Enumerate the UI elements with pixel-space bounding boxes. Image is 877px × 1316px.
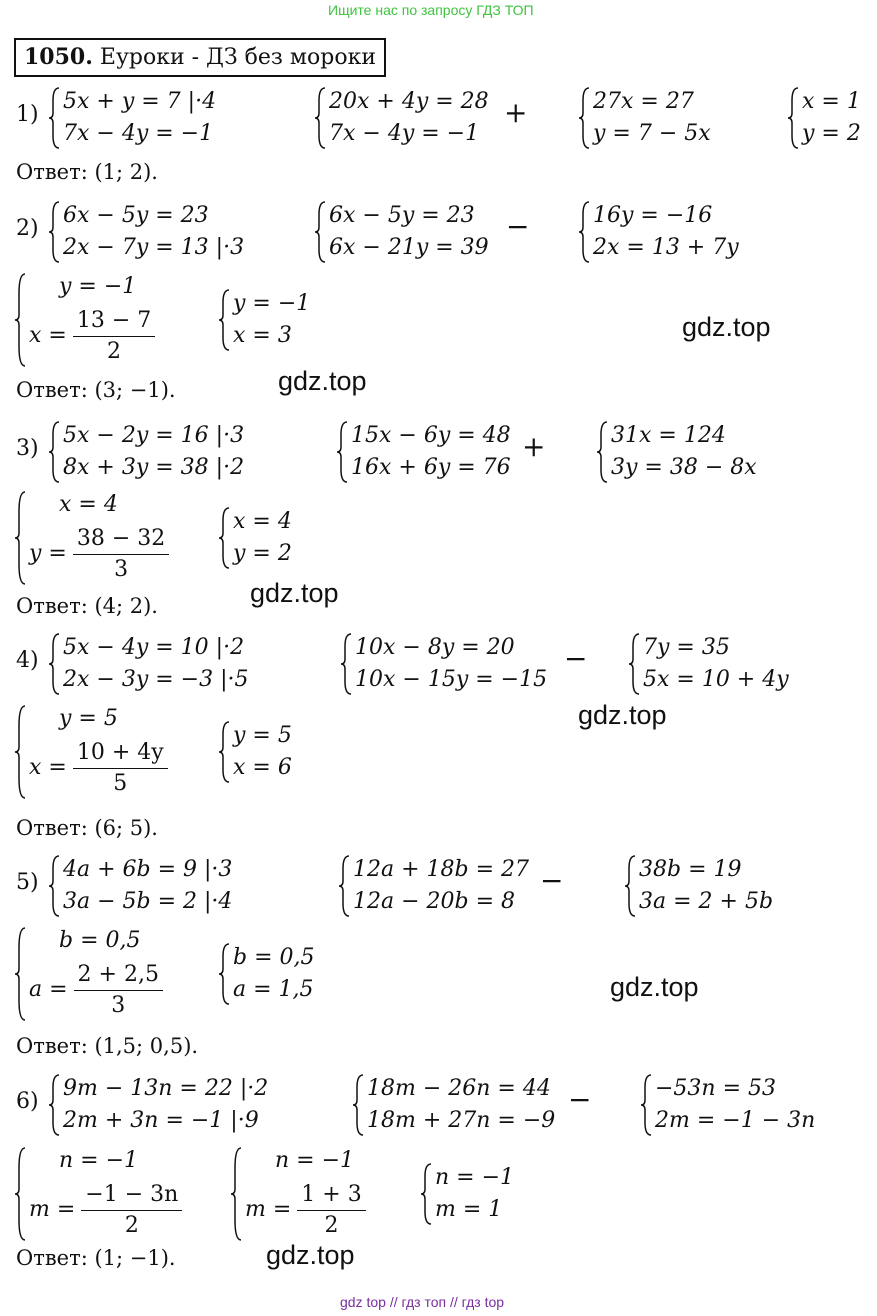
equation-system bbox=[314, 86, 489, 150]
system-brace-icon bbox=[218, 288, 230, 352]
fraction-numerator: 38 − 32 bbox=[73, 524, 169, 555]
problem-label: 5) bbox=[16, 870, 39, 895]
equation-line: 8x + 3y = 38 |·2 bbox=[63, 455, 245, 480]
system-brace-icon bbox=[578, 86, 590, 150]
system-lines bbox=[233, 506, 292, 570]
system-brace-icon bbox=[48, 854, 60, 918]
equation-system bbox=[218, 720, 292, 784]
equation-system bbox=[48, 420, 244, 484]
equation-system bbox=[578, 200, 739, 264]
system-lines bbox=[233, 942, 315, 1006]
task-title-text: Еуроки - ДЗ без мороки bbox=[99, 45, 376, 70]
equation-line: 18m + 27n = −9 bbox=[367, 1108, 556, 1133]
system-brace-icon bbox=[48, 1073, 60, 1137]
equation-line: 7y = 35 bbox=[643, 635, 730, 660]
equation-system bbox=[48, 632, 249, 696]
system-brace-icon bbox=[640, 1073, 652, 1137]
system-lines bbox=[351, 420, 511, 484]
equation-line: 20x + 4y = 28 bbox=[329, 89, 489, 114]
equation-system bbox=[218, 288, 310, 352]
equation-line: 5x − 4y = 10 |·2 bbox=[63, 635, 245, 660]
system-brace-icon bbox=[14, 490, 26, 586]
fraction bbox=[81, 1180, 182, 1241]
equation-system bbox=[787, 86, 861, 150]
system-lines bbox=[29, 272, 155, 368]
fraction-numerator: 10 + 4y bbox=[73, 738, 168, 769]
equation-line: 2x = 13 + 7y bbox=[593, 235, 739, 260]
system-brace-icon bbox=[48, 200, 60, 264]
system-lines bbox=[643, 632, 789, 696]
fraction-variable: y = bbox=[29, 541, 67, 566]
answer-line: Ответ: (3; −1). bbox=[16, 378, 176, 402]
fraction-denominator: 2 bbox=[124, 1212, 139, 1238]
answer-line: Ответ: (1,5; 0,5). bbox=[16, 1034, 199, 1058]
equation-system bbox=[338, 854, 529, 918]
system-lines bbox=[245, 1146, 366, 1242]
fraction-system bbox=[14, 272, 155, 368]
system-brace-icon bbox=[420, 1162, 432, 1226]
equation-system bbox=[48, 200, 244, 264]
fraction-variable: m = bbox=[29, 1197, 76, 1222]
fraction-denominator: 2 bbox=[107, 338, 122, 364]
system-lines bbox=[639, 854, 773, 918]
system-lines bbox=[593, 86, 711, 150]
fraction-numerator: 2 + 2,5 bbox=[74, 960, 163, 991]
equation-line: n = −1 bbox=[435, 1165, 515, 1190]
operation-sign: − bbox=[568, 1083, 592, 1116]
equation-system bbox=[218, 942, 315, 1006]
equation-line: y = 2 bbox=[802, 121, 861, 146]
system-brace-icon bbox=[218, 942, 230, 1006]
watermark: gdz.top bbox=[610, 972, 699, 1002]
fraction-line bbox=[29, 736, 168, 800]
fraction-numerator: 1 + 3 bbox=[297, 1180, 365, 1211]
equation-system bbox=[218, 506, 292, 570]
system-brace-icon bbox=[624, 854, 636, 918]
equation-line: 6x − 5y = 23 bbox=[329, 203, 475, 228]
fraction-variable: a = bbox=[29, 977, 68, 1002]
equation-system bbox=[336, 420, 511, 484]
equation-line: y = −1 bbox=[59, 274, 137, 299]
system-brace-icon bbox=[48, 420, 60, 484]
equation-line: 5x − 2y = 16 |·3 bbox=[63, 423, 245, 448]
equation-system bbox=[596, 420, 757, 484]
equation-line: −53n = 53 bbox=[655, 1076, 777, 1101]
equation-system bbox=[624, 854, 773, 918]
system-brace-icon bbox=[596, 420, 608, 484]
fraction bbox=[73, 306, 155, 367]
watermark: gdz.top bbox=[682, 312, 771, 342]
equation-line: 6x − 21y = 39 bbox=[329, 235, 489, 260]
system-brace-icon bbox=[48, 86, 60, 150]
equation-line: 15x − 6y = 48 bbox=[351, 423, 511, 448]
equation-line: 3a = 2 + 5b bbox=[639, 889, 774, 914]
equation-line: x = 6 bbox=[233, 755, 292, 780]
equation-line: 2m = −1 − 3n bbox=[655, 1108, 816, 1133]
answer-line: Ответ: (1; 2). bbox=[16, 160, 158, 184]
system-brace-icon bbox=[14, 272, 26, 368]
equation-line: 3a − 5b = 2 |·4 bbox=[63, 889, 233, 914]
fraction-system bbox=[14, 704, 168, 800]
fraction-denominator: 2 bbox=[324, 1212, 339, 1238]
problem-label: 1) bbox=[16, 102, 39, 127]
equation-system bbox=[640, 1073, 815, 1137]
system-lines bbox=[63, 632, 249, 696]
equation-line: 6x − 5y = 23 bbox=[63, 203, 209, 228]
fraction bbox=[297, 1180, 365, 1241]
equation-line: y = 7 − 5x bbox=[593, 121, 711, 146]
system-brace-icon bbox=[218, 506, 230, 570]
system-lines bbox=[63, 200, 244, 264]
system-brace-icon bbox=[314, 86, 326, 150]
equation-line: x = 3 bbox=[233, 323, 292, 348]
equation-line: 16y = −16 bbox=[593, 203, 713, 228]
problem-label: 3) bbox=[16, 436, 39, 461]
watermark: gdz.top bbox=[266, 1240, 355, 1270]
answer-line: Ответ: (1; −1). bbox=[16, 1246, 176, 1270]
equation-line: a = 1,5 bbox=[233, 977, 314, 1002]
system-lines bbox=[233, 720, 292, 784]
answer-line: Ответ: (6; 5). bbox=[16, 816, 158, 840]
equation-line: x = 4 bbox=[59, 492, 118, 517]
equation-line: b = 0,5 bbox=[233, 945, 315, 970]
equation-system bbox=[340, 632, 547, 696]
equation-line: 12a + 18b = 27 bbox=[353, 857, 530, 882]
fraction-variable: x = bbox=[29, 755, 67, 780]
fraction-denominator: 5 bbox=[113, 770, 128, 796]
operation-sign: − bbox=[540, 864, 564, 897]
system-lines bbox=[29, 704, 168, 800]
system-brace-icon bbox=[340, 632, 352, 696]
system-lines bbox=[29, 926, 163, 1022]
equation-line: 10x − 15y = −15 bbox=[355, 667, 548, 692]
system-brace-icon bbox=[14, 704, 26, 800]
fraction bbox=[73, 738, 168, 799]
fraction-variable: m = bbox=[245, 1197, 292, 1222]
equation-line: 2m + 3n = −1 |·9 bbox=[63, 1108, 259, 1133]
fraction-system bbox=[14, 1146, 182, 1242]
operation-sign: − bbox=[506, 210, 530, 243]
fraction-numerator: 13 − 7 bbox=[73, 306, 155, 337]
equation-line: 7x − 4y = −1 bbox=[329, 121, 480, 146]
equation-line: 12a − 20b = 8 bbox=[353, 889, 516, 914]
system-lines bbox=[367, 1073, 555, 1137]
fraction-line bbox=[29, 304, 155, 368]
watermark: gdz.top bbox=[578, 700, 667, 730]
fraction-system bbox=[14, 490, 169, 586]
system-lines bbox=[593, 200, 739, 264]
equation-line: y = 5 bbox=[59, 706, 118, 731]
fraction-denominator: 3 bbox=[111, 992, 126, 1018]
answer-line: Ответ: (4; 2). bbox=[16, 594, 158, 618]
top-search-link[interactable]: Ищите нас по запросу ГДЗ ТОП bbox=[328, 2, 534, 18]
equation-line: m = 1 bbox=[435, 1197, 503, 1222]
equation-line: y = 2 bbox=[233, 541, 292, 566]
task-number: 1050. bbox=[24, 44, 93, 70]
operation-sign: + bbox=[522, 430, 546, 463]
footer-links[interactable]: gdz top // гдз топ // гдз top bbox=[340, 1294, 505, 1310]
system-lines bbox=[355, 632, 547, 696]
equation-line: 18m − 26n = 44 bbox=[367, 1076, 551, 1101]
equation-line: y = −1 bbox=[233, 291, 311, 316]
equation-system bbox=[48, 1073, 268, 1137]
fraction-line bbox=[245, 1178, 366, 1242]
system-lines bbox=[655, 1073, 815, 1137]
fraction-line bbox=[29, 522, 169, 586]
system-lines bbox=[63, 420, 244, 484]
system-lines bbox=[802, 86, 861, 150]
system-lines bbox=[329, 86, 489, 150]
system-lines bbox=[29, 1146, 182, 1242]
fraction-denominator: 3 bbox=[114, 556, 129, 582]
system-brace-icon bbox=[628, 632, 640, 696]
fraction-line bbox=[29, 1178, 182, 1242]
system-brace-icon bbox=[230, 1146, 242, 1242]
equation-line: 2x − 7y = 13 |·3 bbox=[63, 235, 245, 260]
system-lines bbox=[329, 200, 489, 264]
equation-line: 5x + y = 7 |·4 bbox=[63, 89, 217, 114]
system-brace-icon bbox=[352, 1073, 364, 1137]
equation-system bbox=[420, 1162, 514, 1226]
problem-label: 6) bbox=[16, 1089, 39, 1114]
task-title bbox=[14, 38, 386, 77]
equation-line: 10x − 8y = 20 bbox=[355, 635, 515, 660]
fraction-numerator: −1 − 3n bbox=[81, 1180, 182, 1211]
problem-label: 4) bbox=[16, 648, 39, 673]
system-brace-icon bbox=[14, 926, 26, 1022]
system-lines bbox=[435, 1162, 514, 1226]
fraction-line bbox=[29, 958, 163, 1022]
equation-line: 3y = 38 − 8x bbox=[611, 455, 757, 480]
equation-system bbox=[48, 854, 232, 918]
system-brace-icon bbox=[338, 854, 350, 918]
system-lines bbox=[63, 1073, 268, 1137]
equation-system bbox=[352, 1073, 555, 1137]
system-lines bbox=[29, 490, 169, 586]
equation-line: 16x + 6y = 76 bbox=[351, 455, 511, 480]
system-brace-icon bbox=[48, 632, 60, 696]
fraction-system bbox=[230, 1146, 366, 1242]
equation-line: y = 5 bbox=[233, 723, 292, 748]
equation-line: 4a + 6b = 9 |·3 bbox=[63, 857, 233, 882]
equation-line: 31x = 124 bbox=[611, 423, 726, 448]
equation-line: x = 4 bbox=[233, 509, 292, 534]
problem-label: 2) bbox=[16, 216, 39, 241]
system-brace-icon bbox=[336, 420, 348, 484]
equation-system bbox=[48, 86, 216, 150]
system-brace-icon bbox=[14, 1146, 26, 1242]
system-brace-icon bbox=[314, 200, 326, 264]
system-lines bbox=[63, 86, 216, 150]
operation-sign: − bbox=[564, 642, 588, 675]
fraction bbox=[73, 524, 169, 585]
equation-line: n = −1 bbox=[275, 1148, 355, 1173]
equation-system bbox=[314, 200, 489, 264]
system-lines bbox=[63, 854, 232, 918]
equation-line: 38b = 19 bbox=[639, 857, 742, 882]
watermark: gdz.top bbox=[278, 366, 367, 396]
fraction bbox=[74, 960, 163, 1021]
equation-line: 27x = 27 bbox=[593, 89, 694, 114]
equation-line: 7x − 4y = −1 bbox=[63, 121, 214, 146]
equation-system bbox=[578, 86, 711, 150]
equation-line: n = −1 bbox=[59, 1148, 139, 1173]
system-lines bbox=[611, 420, 757, 484]
equation-line: 2x − 3y = −3 |·5 bbox=[63, 667, 249, 692]
equation-line: b = 0,5 bbox=[59, 928, 141, 953]
system-lines bbox=[233, 288, 310, 352]
equation-line: 9m − 13n = 22 |·2 bbox=[63, 1076, 269, 1101]
system-brace-icon bbox=[787, 86, 799, 150]
equation-system bbox=[628, 632, 789, 696]
system-lines bbox=[353, 854, 529, 918]
equation-line: 5x = 10 + 4y bbox=[643, 667, 789, 692]
watermark: gdz.top bbox=[250, 578, 339, 608]
system-brace-icon bbox=[578, 200, 590, 264]
equation-line: x = 1 bbox=[802, 89, 861, 114]
system-brace-icon bbox=[218, 720, 230, 784]
fraction-variable: x = bbox=[29, 323, 67, 348]
operation-sign: + bbox=[504, 96, 528, 129]
fraction-system bbox=[14, 926, 163, 1022]
